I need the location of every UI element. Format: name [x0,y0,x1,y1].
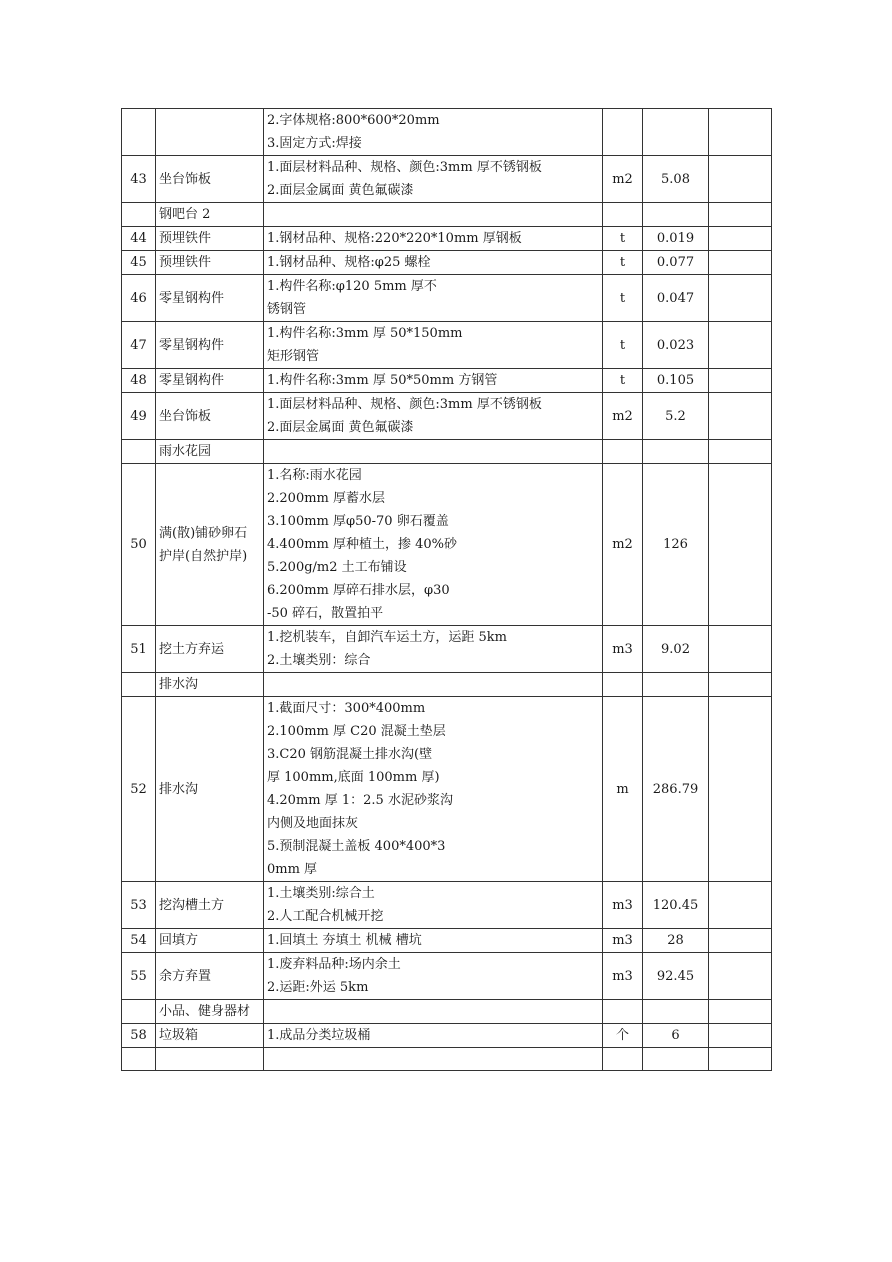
item-quantity: 5.08 [643,156,709,203]
item-features [264,929,603,953]
feature-line: 1.构件名称:φ120 5mm 厚不 [267,279,437,294]
item-name [156,673,264,697]
feature-line: 1.土壤类别:综合土 [267,886,375,901]
feature-line: 2.面层金属面 黄色氟碳漆 [267,420,414,435]
feature-line: 1.面层材料品种、规格、颜色:3mm 厚不锈钢板 [267,160,542,175]
item-remark [709,464,772,626]
item-features [264,369,603,393]
item-name [156,882,264,929]
item-number [122,1000,156,1024]
empty-cell [603,1048,643,1071]
table-row [122,1024,772,1048]
item-remark [709,369,772,393]
item-number: 51 [122,626,156,673]
item-remark [709,251,772,275]
empty-row [122,1048,772,1071]
empty-cell [643,1048,709,1071]
item-name-line: 垃圾箱 [159,1028,199,1043]
item-remark [709,109,772,156]
item-number: 44 [122,227,156,251]
item-name-line: 挖沟槽土方 [159,897,225,913]
item-name [156,440,264,464]
item-remark [709,626,772,673]
item-unit [603,203,643,227]
feature-line: 2.200mm 厚蓄水层 [267,491,386,506]
item-name [156,227,264,251]
item-unit: t [603,275,643,322]
table-row [122,626,772,673]
item-number [122,673,156,697]
item-number [122,109,156,156]
item-quantity [643,440,709,464]
item-remark [709,1024,772,1048]
item-name [156,275,264,322]
feature-line: 1.面层材料品种、规格、颜色:3mm 厚不锈钢板 [267,397,542,412]
item-unit [603,440,643,464]
item-number: 47 [122,322,156,369]
feature-line: 6.200mm 厚碎石排水层，φ30 [267,583,450,598]
feature-line: 内侧及地面抹灰 [267,816,359,831]
item-features [264,322,603,369]
table-body [122,109,772,1071]
item-name [156,1024,264,1048]
item-number: 49 [122,393,156,440]
feature-line: 厚 100mm,底面 100mm 厚) [267,770,440,785]
table-row [122,440,772,464]
feature-line: 1.构件名称:3mm 厚 50*150mm [267,326,463,341]
item-quantity: 0.047 [643,275,709,322]
item-name [156,626,264,673]
feature-line: 4.20mm 厚 1：2.5 水泥砂浆沟 [267,793,453,808]
item-remark [709,953,772,1000]
feature-line: 矩形钢管 [267,349,320,364]
empty-cell [709,1048,772,1071]
item-quantity: 28 [643,929,709,953]
item-quantity: 126 [643,464,709,626]
item-name [156,929,264,953]
item-name-line: 回填方 [159,933,199,948]
item-features [264,203,603,227]
item-remark [709,697,772,882]
item-name [156,156,264,203]
item-remark [709,440,772,464]
item-remark [709,275,772,322]
item-remark [709,203,772,227]
feature-line: 2.土壤类别：综合 [267,653,371,668]
table-row [122,109,772,156]
item-name [156,251,264,275]
feature-line: 0mm 厚 [267,862,318,877]
item-features [264,673,603,697]
item-number: 45 [122,251,156,275]
empty-cell [156,1048,264,1071]
item-name [156,393,264,440]
feature-line: 1.构件名称:3mm 厚 50*50mm 方钢管 [267,373,498,388]
item-unit: m3 [603,626,643,673]
feature-line: 4.400mm 厚种植土，掺 40%砂 [267,537,458,552]
item-features [264,626,603,673]
item-name [156,1000,264,1024]
item-unit: m2 [603,156,643,203]
item-name-line: 坐台饰板 [159,408,212,424]
item-quantity [643,109,709,156]
item-quantity: 120.45 [643,882,709,929]
item-quantity: 0.105 [643,369,709,393]
item-remark [709,673,772,697]
table-row [122,156,772,203]
item-quantity: 286.79 [643,697,709,882]
item-remark [709,1000,772,1024]
item-number: 55 [122,953,156,1000]
item-unit [603,673,643,697]
item-unit: m [603,697,643,882]
feature-line: 2.面层金属面 黄色氟碳漆 [267,183,414,198]
item-name-line: 小品、健身器材 [159,1004,251,1019]
item-name-line: 挖土方弃运 [159,641,225,657]
item-remark [709,929,772,953]
item-remark [709,322,772,369]
item-quantity: 9.02 [643,626,709,673]
item-number: 43 [122,156,156,203]
empty-cell [122,1048,156,1071]
feature-line: 2.字体规格:800*600*20mm [267,113,440,128]
table-row [122,275,772,322]
feature-line: 锈钢管 [267,302,307,317]
item-unit: t [603,369,643,393]
item-features [264,275,603,322]
table-row [122,369,772,393]
item-features [264,1024,603,1048]
feature-line: 1.名称:雨水花园 [267,468,362,483]
feature-line: 3.100mm 厚φ50-70 卵石覆盖 [267,514,449,529]
feature-line: 3.固定方式:焊接 [267,136,362,151]
item-number: 52 [122,697,156,882]
table-row [122,673,772,697]
empty-cell [264,1048,603,1071]
item-number [122,203,156,227]
feature-line: 2.运距:外运 5km [267,980,369,995]
table-row [122,227,772,251]
item-quantity: 0.023 [643,322,709,369]
item-name [156,203,264,227]
item-name [156,464,264,626]
item-features [264,393,603,440]
item-name-line: 满(散)铺砂卵石 [159,525,248,541]
item-name [156,109,264,156]
feature-line: 1.钢材品种、规格:φ25 螺栓 [267,255,431,270]
table-row [122,464,772,626]
item-features [264,882,603,929]
table-row [122,1000,772,1024]
item-name-line: 排水沟 [159,781,199,797]
item-name-line: 零星钢构件 [159,337,225,353]
item-features [264,953,603,1000]
item-quantity: 5.2 [643,393,709,440]
feature-line: 5.200g/m2 土工布铺设 [267,560,407,575]
item-unit: t [603,251,643,275]
item-name-line: 预埋铁件 [159,255,212,270]
table-row [122,251,772,275]
bill-of-quantities-table [121,108,772,1071]
feature-line: 1.废弃料品种:场内余土 [267,957,401,972]
feature-line: -50 碎石，散置拍平 [267,606,384,621]
item-name [156,369,264,393]
item-number [122,440,156,464]
item-name-line: 钢吧台 2 [159,207,211,222]
item-unit [603,1000,643,1024]
item-quantity: 92.45 [643,953,709,1000]
item-unit: t [603,227,643,251]
item-quantity [643,673,709,697]
feature-line: 1.截面尺寸：300*400mm [267,701,426,716]
item-name-line: 护岸(自然护岸) [159,548,248,564]
item-number: 50 [122,464,156,626]
item-remark [709,393,772,440]
feature-line: 1.钢材品种、规格:220*220*10mm 厚钢板 [267,231,522,246]
item-features [264,697,603,882]
item-number: 58 [122,1024,156,1048]
feature-line: 2.人工配合机械开挖 [267,909,384,924]
table-row [122,882,772,929]
table-row [122,929,772,953]
item-unit: t [603,322,643,369]
item-features [264,464,603,626]
item-name [156,322,264,369]
item-quantity [643,203,709,227]
feature-line: 3.C20 钢筋混凝土排水沟(壁 [267,747,433,762]
table-row [122,322,772,369]
item-features [264,109,603,156]
item-remark [709,156,772,203]
item-remark [709,227,772,251]
item-number: 53 [122,882,156,929]
item-features [264,440,603,464]
item-name-line: 零星钢构件 [159,290,225,306]
item-unit [603,109,643,156]
item-unit: m3 [603,882,643,929]
feature-line: 1.回填土 夯填土 机械 槽坑 [267,933,422,948]
feature-line: 1.成品分类垃圾桶 [267,1028,371,1043]
item-quantity: 0.019 [643,227,709,251]
item-features [264,156,603,203]
item-quantity: 0.077 [643,251,709,275]
feature-line: 5.预制混凝土盖板 400*400*3 [267,839,446,854]
item-name-line: 排水沟 [159,677,199,692]
item-unit: m3 [603,953,643,1000]
item-name [156,697,264,882]
item-name-line: 零星钢构件 [159,373,225,388]
item-name-line: 预埋铁件 [159,231,212,246]
table-row [122,697,772,882]
item-features [264,227,603,251]
table-row [122,953,772,1000]
item-name [156,953,264,1000]
feature-line: 2.100mm 厚 C20 混凝土垫层 [267,724,446,739]
item-name-line: 坐台饰板 [159,171,212,187]
item-quantity: 6 [643,1024,709,1048]
item-number: 46 [122,275,156,322]
item-number: 54 [122,929,156,953]
item-unit: 个 [603,1024,643,1048]
item-remark [709,882,772,929]
feature-line: 1.挖机装车，自卸汽车运土方，运距 5km [267,630,508,645]
item-number: 48 [122,369,156,393]
item-features [264,251,603,275]
item-name-line: 雨水花园 [159,444,212,459]
item-quantity [643,1000,709,1024]
item-name-line: 余方弃置 [159,968,212,984]
item-unit: m3 [603,929,643,953]
table-row [122,393,772,440]
item-features [264,1000,603,1024]
item-unit: m2 [603,393,643,440]
item-unit: m2 [603,464,643,626]
table-row [122,203,772,227]
